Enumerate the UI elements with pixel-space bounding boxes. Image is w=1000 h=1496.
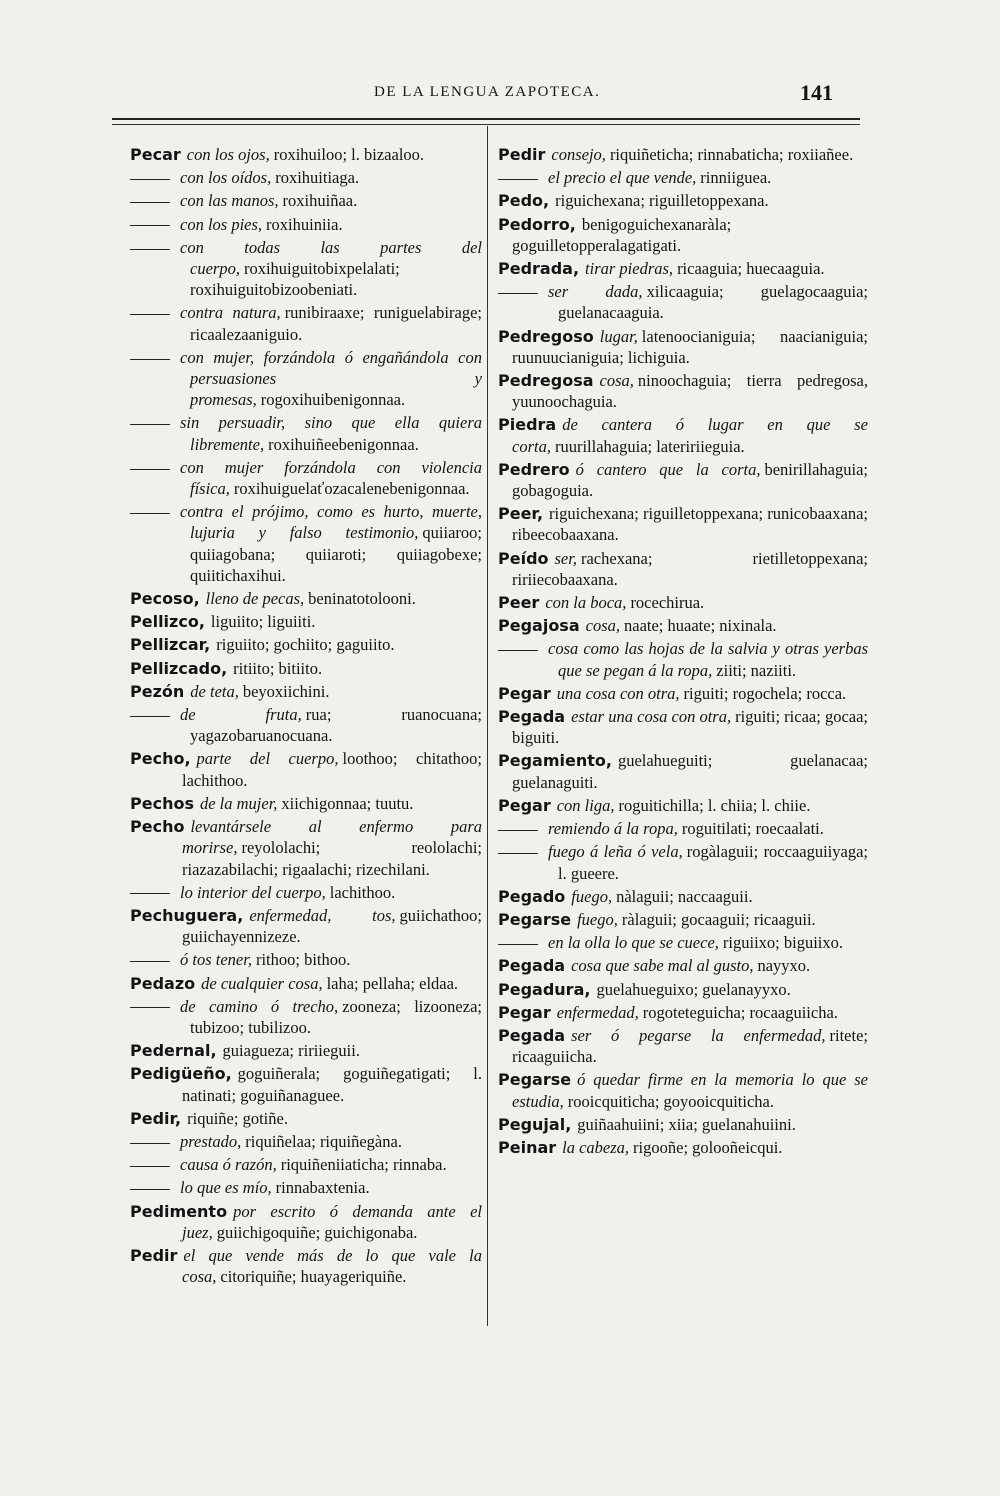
dictionary-subentry (498, 818, 868, 839)
dictionary-entry (498, 326, 868, 368)
repeat-dash (130, 457, 180, 478)
dictionary-entry (498, 370, 868, 412)
headword: Pegarse (498, 1070, 572, 1090)
dictionary-subentry (130, 347, 482, 411)
dictionary-entry (130, 973, 482, 994)
zapotec-translation: citoriquiñe; huayageriquiñe. (220, 1267, 407, 1287)
zapotec-translation: liguiito; liguiiti. (210, 612, 316, 632)
repeat-dash (130, 1131, 180, 1152)
dictionary-subentry (130, 412, 482, 454)
repeat-dash (130, 347, 180, 368)
headword: Pedigüeño, (130, 1064, 232, 1084)
qualifier: lo que es mío, (180, 1178, 272, 1198)
running-head: DE LA LENGUA ZAPOTECA. (374, 84, 601, 100)
repeat-dash (130, 996, 180, 1017)
page-number: 141 (800, 80, 833, 105)
qualifier: con la boca, (545, 593, 627, 613)
zapotec-translation: ràlaguii; gocaaguii; ricaaguii. (621, 909, 816, 929)
qualifier: parte del cuerpo, (196, 749, 339, 769)
dictionary-subentry (498, 281, 868, 323)
qualifier: enfermedad, (556, 1002, 639, 1022)
qualifier: el precio el que vende, (548, 168, 697, 188)
dictionary-entry (130, 1040, 482, 1061)
zapotec-translation: rachexana; rietilletoppexana; ririiecobaaxana. (512, 548, 868, 589)
headword: Pedregosa (498, 371, 594, 391)
zapotec-translation: zooneza; lizooneza; tubizoo; tubilizoo. (190, 996, 482, 1037)
zapotec-translation: benigoguichexanaràla; goguilletopperalagatigati. (512, 214, 732, 255)
qualifier: lleno de pecas, (205, 589, 305, 609)
dictionary-subentry (130, 214, 482, 235)
repeat-dash (130, 501, 180, 522)
dictionary-entry (498, 503, 868, 545)
repeat-dash (130, 1177, 180, 1198)
zapotec-translation: riguiti; ricaa; gocaa; biguiti. (512, 707, 868, 748)
qualifier: consejo, (551, 145, 606, 164)
dictionary-entry (498, 414, 868, 456)
dictionary-entry (130, 905, 482, 947)
dictionary-entry (498, 258, 868, 279)
zapotec-translation: riquiñeticha; rinnabaticha; roxiiañee. (609, 145, 854, 164)
zapotec-translation: roguitichilla; l. chiia; l. chiie. (618, 795, 811, 815)
qualifier: con las manos, (180, 191, 279, 211)
dictionary-entry (498, 190, 868, 211)
zapotec-translation: rithoo; bithoo. (255, 950, 351, 970)
repeat-dash (130, 214, 180, 235)
zapotec-translation: riguichexana; riguilletoppexana; runicobaaxana; ribeecobaaxana. (512, 504, 868, 545)
zapotec-translation: quiiaroo; quiiagobana; quiiaroti; quiiagobexe; quiitichaxihui. (190, 523, 482, 585)
dictionary-entry (130, 634, 482, 655)
repeat-dash (130, 412, 180, 433)
zapotec-translation: ricaaguia; huecaaguia. (677, 259, 825, 279)
dictionary-entry (498, 706, 868, 748)
zapotec-translation: roguitilati; roecaalati. (681, 819, 824, 839)
zapotec-translation: guelahueguiti; guelanacaa; guelanaguiti. (512, 751, 868, 792)
repeat-dash (498, 841, 548, 862)
zapotec-translation: beyoxiichini. (242, 681, 330, 701)
dictionary-entry (498, 1069, 868, 1111)
headword: Pedrero (498, 459, 570, 479)
headword: Pedo, (498, 191, 550, 211)
qualifier: con mujer, forzándola ó engañándola con persuasiones y promesas, (180, 347, 482, 410)
headword: Pegamiento, (498, 751, 612, 771)
zapotec-translation: rua; ruanocuana; yagazobaruanocuana. (190, 705, 482, 746)
dictionary-entry (130, 793, 482, 814)
headword: Pedrada, (498, 259, 580, 279)
qualifier: cosa que sabe mal al gusto, (571, 956, 754, 976)
dictionary-entry (498, 459, 868, 501)
dictionary-subentry (130, 1131, 482, 1152)
repeat-dash (130, 302, 180, 323)
qualifier: cosa, (585, 616, 620, 636)
headword: Pecho, (130, 749, 191, 769)
headword: Peído (498, 548, 549, 568)
repeat-dash (498, 638, 548, 659)
zapotec-translation: benirillahaguia; gobagoguia. (512, 459, 868, 501)
zapotec-translation: riguiixo; biguiixo. (722, 933, 843, 953)
dictionary-entry (498, 615, 868, 636)
zapotec-translation: riguichexana; riguilletoppexana. (555, 191, 769, 211)
dictionary-subentry (130, 996, 482, 1038)
repeat-dash (130, 190, 180, 211)
qualifier: contra el prójimo, como es hurto, muerte, lujuria y falso testimonio, (180, 502, 482, 543)
dictionary-entry (498, 214, 868, 256)
dictionary-entry (498, 1002, 868, 1023)
dictionary-entry (130, 1201, 482, 1243)
qualifier: ó tos tener, (180, 950, 252, 970)
dictionary-subentry (498, 167, 868, 188)
headword: Pegarse (498, 909, 572, 929)
header-rule (112, 118, 860, 120)
qualifier: fuego, (577, 909, 618, 929)
qualifier: con mujer forzándola con violencia física, (180, 457, 482, 499)
qualifier: la cabeza, (562, 1137, 630, 1157)
right-column (498, 144, 868, 1160)
zapotec-translation: rogàlaguii; roccaaguiiyaga; l. gueere. (558, 842, 869, 883)
headword: Pellizcado, (130, 658, 228, 678)
dictionary-entry (498, 144, 868, 165)
zapotec-translation: rogoteteguicha; rocaaguiicha. (642, 1002, 838, 1022)
headword: Pecho (130, 817, 185, 837)
qualifier: por escrito ó demanda ante el juez, (182, 1201, 482, 1242)
qualifier: en la olla lo que se cuece, (548, 933, 719, 953)
qualifier: de la mujer, (199, 793, 278, 813)
repeat-dash (498, 932, 548, 953)
headword: Peinar (498, 1137, 557, 1157)
headword: Pedir, (130, 1108, 182, 1128)
dictionary-subentry (498, 932, 868, 953)
zapotec-translation: roxihuiniia. (266, 214, 343, 234)
zapotec-translation: goguiñerala; goguiñegatigati; l. natinati; goguiñanaguee. (182, 1064, 482, 1105)
zapotec-translation: reyololachi; reololachi; riazazabilachi; rigaalachi; rizechilani. (182, 838, 482, 879)
dictionary-entry (130, 1108, 482, 1129)
zapotec-translation: ninoochaguia; tierra pedregosa, yuunoochaguia. (512, 371, 868, 412)
headword: Pedazo (130, 973, 196, 993)
dictionary-entry (498, 955, 868, 976)
dictionary-entry (498, 683, 868, 704)
zapotec-translation: nàlaguii; naccaaguii. (616, 886, 753, 906)
headword: Pellizcar, (130, 635, 211, 655)
qualifier: sin persuadir, sino que ella quiera libremente, (180, 413, 482, 454)
qualifier: levantársele al enfermo para morirse, (182, 817, 482, 858)
dictionary-subentry (498, 841, 868, 883)
headword: Piedra (498, 415, 557, 435)
headword: Pechuguera, (130, 905, 244, 925)
qualifier: estar una cosa con otra, (571, 707, 732, 727)
qualifier: con los pies, (180, 214, 263, 234)
repeat-dash (498, 818, 548, 839)
headword: Pedir (130, 1245, 178, 1265)
dictionary-subentry (130, 501, 482, 586)
zapotec-translation: roxihuiloo; l. bizaaloo. (273, 145, 425, 164)
qualifier: de cantera ó lugar en que se corta, (512, 415, 868, 456)
zapotec-translation: riquiñe; gotiñe. (187, 1108, 288, 1128)
headword: Pecoso, (130, 589, 200, 609)
qualifier: contra natura, (180, 303, 281, 323)
dictionary-subentry (130, 457, 482, 499)
dictionary-entry (498, 1025, 868, 1067)
dictionary-entry (130, 681, 482, 702)
headword: Pecar (130, 145, 181, 164)
dictionary-subentry (130, 1177, 482, 1198)
qualifier: causa ó razón, (180, 1155, 277, 1175)
zapotec-translation: beninatotolooni. (308, 589, 416, 609)
qualifier: lugar, (599, 326, 638, 346)
zapotec-translation: rigooñe; golooñeicqui. (633, 1137, 783, 1157)
zapotec-translation: roxihuitiaga. (275, 168, 360, 188)
dictionary-entry (130, 816, 482, 880)
dictionary-entry (130, 144, 482, 165)
qualifier: el que vende más de lo que vale la cosa, (182, 1245, 482, 1287)
dictionary-subentry (130, 882, 482, 903)
qualifier: ó quedar firme en la memoria lo que se estudia, (512, 1070, 868, 1111)
dictionary-subentry (130, 704, 482, 746)
zapotec-translation: rinniiguea. (700, 168, 772, 188)
qualifier: con todas las partes del cuerpo, (180, 237, 482, 279)
repeat-dash (130, 949, 180, 970)
qualifier: con los oídos, (180, 168, 272, 188)
dictionary-subentry (130, 190, 482, 211)
zapotec-translation: ritiito; bitiito. (233, 658, 323, 678)
qualifier: con los ojos, (186, 145, 270, 164)
zapotec-translation: xilicaaguia; guelagocaaguia; guelanacaaguia. (558, 282, 868, 323)
dictionary-subentry (130, 302, 482, 344)
headword: Pegar (498, 683, 551, 703)
repeat-dash (130, 882, 180, 903)
zapotec-translation: roxihuiñaa. (282, 191, 358, 211)
zapotec-translation: rogoxihuibenigonnaa. (260, 390, 406, 410)
zapotec-translation: naate; huaate; nixinala. (624, 616, 777, 636)
repeat-dash (130, 237, 180, 258)
dictionary-entry (498, 979, 868, 1000)
qualifier: de cualquier cosa, (201, 973, 323, 993)
zapotec-translation: lachithoo. (329, 882, 396, 902)
headword: Peer, (498, 504, 544, 524)
headword: Pedernal, (130, 1041, 217, 1061)
zapotec-translation: rooicquiticha; goyooicquiticha. (567, 1091, 774, 1111)
zapotec-translation: rinnabaxtenia. (275, 1178, 370, 1198)
qualifier: con liga, (556, 795, 615, 815)
zapotec-translation: roxihuiguitobixpelalati; roxihuiguitobizoobeniati. (190, 259, 400, 300)
headword: Pegada (498, 956, 566, 976)
dictionary-entry (498, 750, 868, 792)
headword: Pechos (130, 793, 194, 813)
qualifier: remiendo á la ropa, (548, 819, 678, 839)
qualifier: una cosa con otra, (556, 683, 680, 703)
zapotec-translation: latenoocianiguia; naacianiguia; ruunuucianiguia; lichiguia. (512, 326, 868, 367)
repeat-dash (130, 167, 180, 188)
qualifier: lo interior del cuerpo, (180, 882, 326, 902)
headword: Pegado (498, 886, 566, 906)
zapotec-translation: guiñaahuiini; xiia; guelanahuiini. (577, 1114, 796, 1134)
dictionary-entry (498, 1114, 868, 1135)
zapotec-translation: guiichathoo; guiichayennizeze. (182, 905, 482, 947)
headword: Pegar (498, 795, 551, 815)
headword: Pedir (498, 145, 546, 164)
dictionary-entry (498, 886, 868, 907)
zapotec-translation: xiichigonnaa; tuutu. (281, 793, 414, 813)
qualifier: de camino ó trecho, (180, 996, 339, 1016)
zapotec-translation: laha; pellaha; eldaa. (326, 973, 459, 993)
headword: Pegajosa (498, 616, 580, 636)
dictionary-entry (130, 1245, 482, 1287)
qualifier: enfermedad, tos, (249, 905, 396, 925)
qualifier: de fruta, (180, 705, 302, 725)
dictionary-subentry (130, 167, 482, 188)
zapotec-translation: riquiñelaa; riquiñegàna. (245, 1131, 402, 1151)
qualifier: cosa como las hojas de la salvia y otras yerbas que se pegan á la ropa, (548, 639, 868, 680)
dictionary-entry (498, 795, 868, 816)
repeat-dash (498, 281, 548, 302)
qualifier: de teta, (190, 681, 239, 701)
headword: Pedregoso (498, 326, 594, 346)
zapotec-translation: nayyxo. (757, 956, 811, 976)
dictionary-entry (498, 1137, 868, 1158)
headword: Pegada (498, 1025, 566, 1045)
qualifier: ó cantero que la corta, (575, 459, 761, 479)
headword: Peer (498, 593, 540, 613)
headword: Pezón (130, 681, 185, 701)
zapotec-translation: ziiti; naziiti. (716, 660, 797, 680)
headword: Pegada (498, 707, 566, 727)
headword: Pegujal, (498, 1114, 572, 1134)
dictionary-subentry (130, 1154, 482, 1175)
dictionary-entry (498, 909, 868, 930)
dictionary-subentry (130, 949, 482, 970)
dictionary-entry (130, 1063, 482, 1105)
repeat-dash (498, 167, 548, 188)
zapotec-translation: roxihuiguelaťozacalenebenigonnaa. (233, 479, 470, 499)
zapotec-translation: ritete; ricaaguiicha. (512, 1025, 868, 1067)
qualifier: ser dada, (548, 282, 643, 302)
repeat-dash (130, 704, 180, 725)
headword: Pedimento (130, 1201, 228, 1221)
headword: Pellizco, (130, 612, 205, 632)
zapotec-translation: riquiñeniiaticha; rinnaba. (280, 1155, 447, 1175)
headword: Pegar (498, 1002, 551, 1022)
zapotec-translation: riguiti; rogochela; rocca. (683, 683, 847, 703)
dictionary-subentry (498, 638, 868, 680)
headword: Pegadura, (498, 979, 591, 999)
zapotec-translation: ruurillahaguia; lateririieguia. (554, 436, 745, 456)
zapotec-translation: rocechirua. (630, 593, 705, 613)
zapotec-translation: riguiito; gochiito; gaguiito. (216, 635, 395, 655)
dictionary-entry (130, 611, 482, 632)
zapotec-translation: guiichigoquiñe; guichigonaba. (216, 1222, 418, 1242)
zapotec-translation: loothoo; chitathoo; lachithoo. (182, 749, 482, 790)
zapotec-translation: guelahueguixo; guelanayyxo. (596, 979, 791, 999)
dictionary-entry (130, 658, 482, 679)
qualifier: fuego á leña ó vela, (548, 842, 683, 862)
zapotec-translation: guiagueza; ririieguii. (222, 1041, 360, 1061)
zapotec-translation: roxihuiñeebenigonnaa. (268, 434, 419, 454)
dictionary-entry (498, 592, 868, 613)
header-rule-thin (112, 124, 860, 125)
qualifier: fuego, (571, 886, 613, 906)
qualifier: cosa, (599, 371, 634, 391)
dictionary-subentry (130, 237, 482, 301)
zapotec-translation: runibiraaxe; runiguelabirage; ricaalezaaniguio. (190, 303, 482, 344)
headword: Pedorro, (498, 214, 576, 234)
qualifier: ser ó pegarse la enfermedad, (571, 1025, 826, 1045)
dictionary-entry (498, 548, 868, 590)
qualifier: prestado, (180, 1131, 242, 1151)
dictionary-entry (130, 588, 482, 609)
left-column (130, 144, 482, 1289)
repeat-dash (130, 1154, 180, 1175)
qualifier: tirar piedras, (585, 259, 674, 279)
dictionary-entry (130, 748, 482, 790)
column-divider (487, 126, 488, 1326)
qualifier: ser, (554, 548, 577, 568)
